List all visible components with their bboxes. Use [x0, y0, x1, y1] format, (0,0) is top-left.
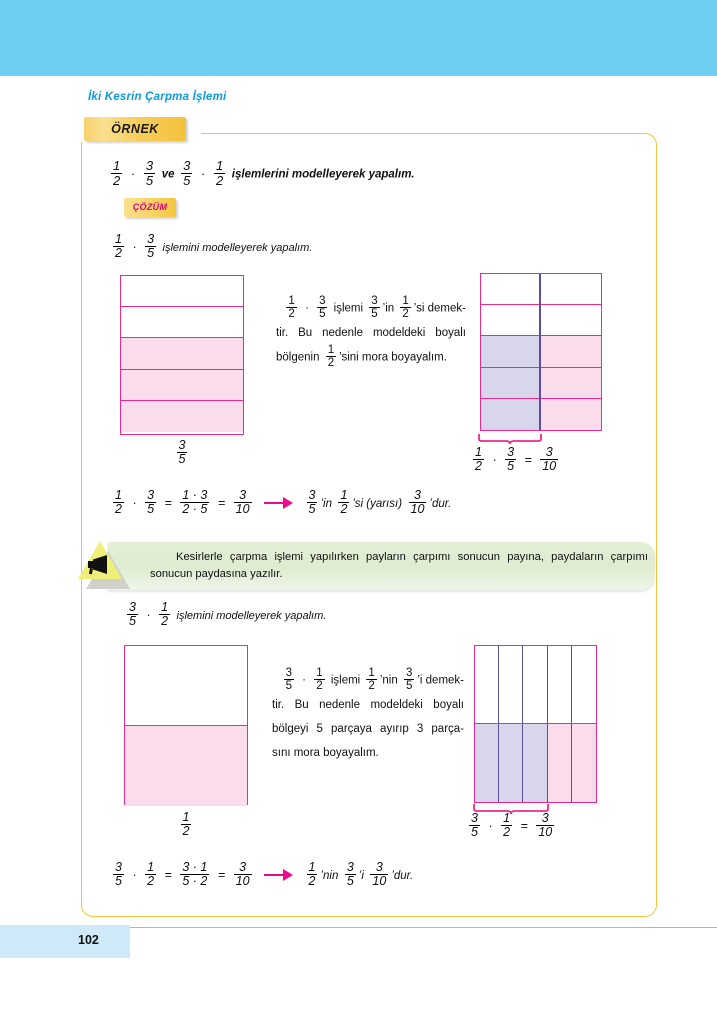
model-row-bottom: [475, 724, 596, 802]
info-box-text: [150, 549, 648, 583]
p2-af2: $\frac{3}{5}$: [346, 860, 354, 889]
model-cell: [125, 646, 247, 726]
p2-exp-dot: ·: [302, 673, 307, 686]
p1-head-tail: işlemini modelleyerek yapalım.: [162, 241, 313, 254]
p2-af1: $\frac{1}{2}$: [308, 860, 316, 889]
p1-exp-w1: işlemi: [333, 302, 364, 315]
p2-exp-s2: ’i demek-: [417, 674, 464, 687]
multiply-dot-2: ·: [200, 165, 206, 181]
p2-head-dot: ·: [146, 607, 151, 622]
p1-eqr-f2: $\frac{3}{5}$: [507, 445, 515, 474]
p1-as3: ’dur.: [429, 497, 452, 510]
model-cell: [572, 646, 596, 723]
p2-exp-f1: $\frac{3}{5}$: [285, 667, 292, 693]
p1-exp-line3-post: ’sini mora boyayalım.: [339, 351, 447, 364]
p2-eqr-dot: ·: [488, 818, 493, 833]
model-cell: [125, 726, 247, 806]
p1-eq-dot: ·: [132, 495, 137, 510]
model-cell: [572, 724, 596, 802]
p2-head-tail: işlemini modelleyerek yapalım.: [176, 609, 327, 622]
part2-heading: [124, 602, 326, 629]
p1-as2: ’si (yarısı): [352, 497, 403, 510]
fraction-1-2-b: $\frac{1}{2}$: [215, 158, 224, 188]
model-cell: [499, 724, 523, 802]
p1-head-dot: ·: [132, 239, 137, 254]
model-column-right: [541, 274, 601, 430]
p1-left-frac: $\frac{3}{5}$: [178, 438, 186, 467]
p2-eqr-f2: $\frac{1}{2}$: [503, 811, 511, 840]
model-cell: [541, 368, 601, 399]
problem-statement: [108, 160, 415, 188]
part2-model-left: [124, 645, 248, 805]
p1-exp-f2: $\frac{3}{5}$: [319, 295, 326, 321]
multiply-dot: ·: [130, 165, 136, 181]
p2-eq-result: $\frac{3}{10}$: [235, 860, 250, 889]
model-cell: [541, 336, 601, 367]
fraction-1-2: $\frac{1}{2}$: [113, 158, 121, 188]
part1-heading: [110, 234, 312, 261]
model-column-left: [481, 274, 541, 430]
p1-exp-s2: ’si demek-: [413, 302, 466, 315]
p2-as1: ’nin: [320, 869, 339, 882]
p2-exp-line4: sını mora boyayalım.: [272, 747, 379, 760]
model-cell: [523, 646, 547, 723]
p2-as2: ’i: [358, 869, 364, 882]
arrow-right-icon: [264, 497, 294, 509]
p1-eq-f1: $\frac{1}{2}$: [115, 488, 122, 517]
footer-band: [0, 925, 130, 958]
model-cell: [548, 724, 572, 802]
p2-eqr-eq: =: [520, 818, 528, 833]
model-cell: [523, 724, 547, 802]
p1-exp-f4: $\frac{1}{2}$: [402, 295, 409, 321]
model-cell: [481, 368, 539, 399]
p1-eqr-res: $\frac{3}{10}$: [542, 445, 557, 474]
part1-brace: [478, 433, 542, 445]
footer-rule: [130, 927, 717, 928]
p1-head-f2: $\frac{3}{5}$: [147, 232, 155, 261]
part1-model-left-label: [120, 440, 244, 467]
fraction-3-5: $\frac{3}{5}$: [145, 158, 154, 188]
p1-af2: $\frac{1}{2}$: [340, 488, 348, 517]
model-cell: [121, 307, 243, 338]
solution-badge: ÇÖZÜM: [124, 198, 176, 217]
p1-eq-eq1: =: [164, 495, 172, 510]
p2-eqr-res: $\frac{3}{10}$: [538, 811, 553, 840]
p2-left-frac: $\frac{1}{2}$: [182, 810, 190, 839]
info-box-sentence: Kesirlerle çarpma işlemi yapılırken payların çarpımı sonucun payına, paydaların çarpımı sonucun paydasına yazılır.: [150, 551, 648, 580]
page-title: İki Kesrin Çarpma İşlemi: [88, 91, 227, 103]
page-header-band: [0, 0, 717, 76]
model-cell: [481, 274, 539, 305]
model-cell: [499, 646, 523, 723]
part1-model-right: [480, 273, 602, 431]
p1-eqr-dot: ·: [492, 452, 497, 467]
model-cell: [121, 370, 243, 401]
p1-eq-eq2: =: [217, 495, 226, 510]
part1-model-right-equation: [470, 447, 561, 474]
part1-explanation: [276, 296, 466, 370]
part2-explanation: [272, 668, 464, 765]
p2-exp-f2: $\frac{1}{2}$: [316, 667, 323, 693]
p1-exp-dot: ·: [305, 301, 309, 314]
fraction-3-5-b: $\frac{3}{5}$: [183, 158, 191, 188]
part2-model-right: [474, 645, 597, 803]
model-cell: [475, 724, 499, 802]
model-cell: [121, 338, 243, 369]
model-cell: [121, 401, 243, 432]
p2-eq-eq1: =: [164, 867, 172, 882]
p1-eq-result: $\frac{3}{10}$: [235, 488, 250, 517]
p2-as3: ’dur.: [391, 869, 414, 882]
p1-eq-expanded: $\frac{1 \cdot 3}{2 \cdot 5}$: [182, 488, 208, 517]
p2-head-f2: $\frac{1}{2}$: [161, 600, 169, 629]
p2-exp-line3: bölgeyi 5 parçaya ayırıp 3 parça-: [272, 723, 464, 736]
p1-exp-s1: ’in: [382, 302, 395, 315]
p2-eqr-f1: $\frac{3}{5}$: [471, 811, 478, 840]
p2-exp-w1: işlemi: [330, 674, 361, 687]
model-cell: [121, 276, 243, 307]
part1-model-left: [120, 275, 244, 435]
arrow-right-icon-2: [264, 869, 294, 881]
p2-head-f1: $\frac{3}{5}$: [129, 600, 136, 629]
p1-af3: $\frac{3}{10}$: [410, 488, 425, 517]
p1-eqr-eq: =: [524, 452, 532, 467]
p2-exp-f4: $\frac{3}{5}$: [405, 667, 413, 693]
p1-exp-f1: $\frac{1}{2}$: [288, 295, 295, 321]
model-cell: [475, 646, 499, 723]
example-badge: ÖRNEK: [84, 117, 186, 141]
p2-eq-expanded: $\frac{3 \cdot 1}{5 \cdot 2}$: [182, 860, 208, 889]
p1-eqr-f1: $\frac{1}{2}$: [475, 445, 482, 474]
p1-exp-f5: $\frac{1}{2}$: [327, 344, 335, 370]
model-row-top: [475, 646, 596, 724]
model-cell: [481, 336, 539, 367]
p1-af1: $\frac{3}{5}$: [308, 488, 316, 517]
p1-exp-line3-pre: bölgenin: [276, 351, 320, 364]
model-cell: [541, 274, 601, 305]
p2-exp-f3: $\frac{1}{2}$: [368, 667, 375, 693]
model-cell: [481, 399, 539, 430]
problem-tail: işlemlerini modelleyerek yapalım.: [231, 168, 415, 181]
p2-eq-f2: $\frac{1}{2}$: [147, 860, 155, 889]
model-cell: [548, 646, 572, 723]
p2-af3: $\frac{3}{10}$: [372, 860, 387, 889]
p2-eq-eq2: =: [217, 867, 226, 882]
part2-model-right-equation: [466, 813, 557, 840]
p2-exp-s1: ’nin: [379, 674, 398, 687]
p1-exp-line2: tir. Bu nedenle modeldeki boyalı: [276, 327, 466, 340]
p1-exp-f3: $\frac{3}{5}$: [371, 295, 378, 321]
p1-eq-f2: $\frac{3}{5}$: [147, 488, 155, 517]
p2-eq-f1: $\frac{3}{5}$: [115, 860, 122, 889]
model-cell: [481, 305, 539, 336]
p2-exp-line2: tir. Bu nedenle modeldeki boyalı: [272, 699, 464, 712]
p2-eq-dot: ·: [132, 867, 137, 882]
part2-model-left-label: [124, 812, 248, 839]
megaphone-icon: [86, 553, 114, 575]
p1-as1: ’in: [320, 497, 332, 510]
part1-equation-row: [110, 490, 451, 517]
model-cell: [541, 399, 601, 430]
conjunction: ve: [161, 168, 175, 181]
page-number: 102: [78, 933, 99, 947]
model-cell: [541, 305, 601, 336]
part2-equation-row: [110, 862, 413, 889]
p1-head-f1: $\frac{1}{2}$: [115, 232, 122, 261]
